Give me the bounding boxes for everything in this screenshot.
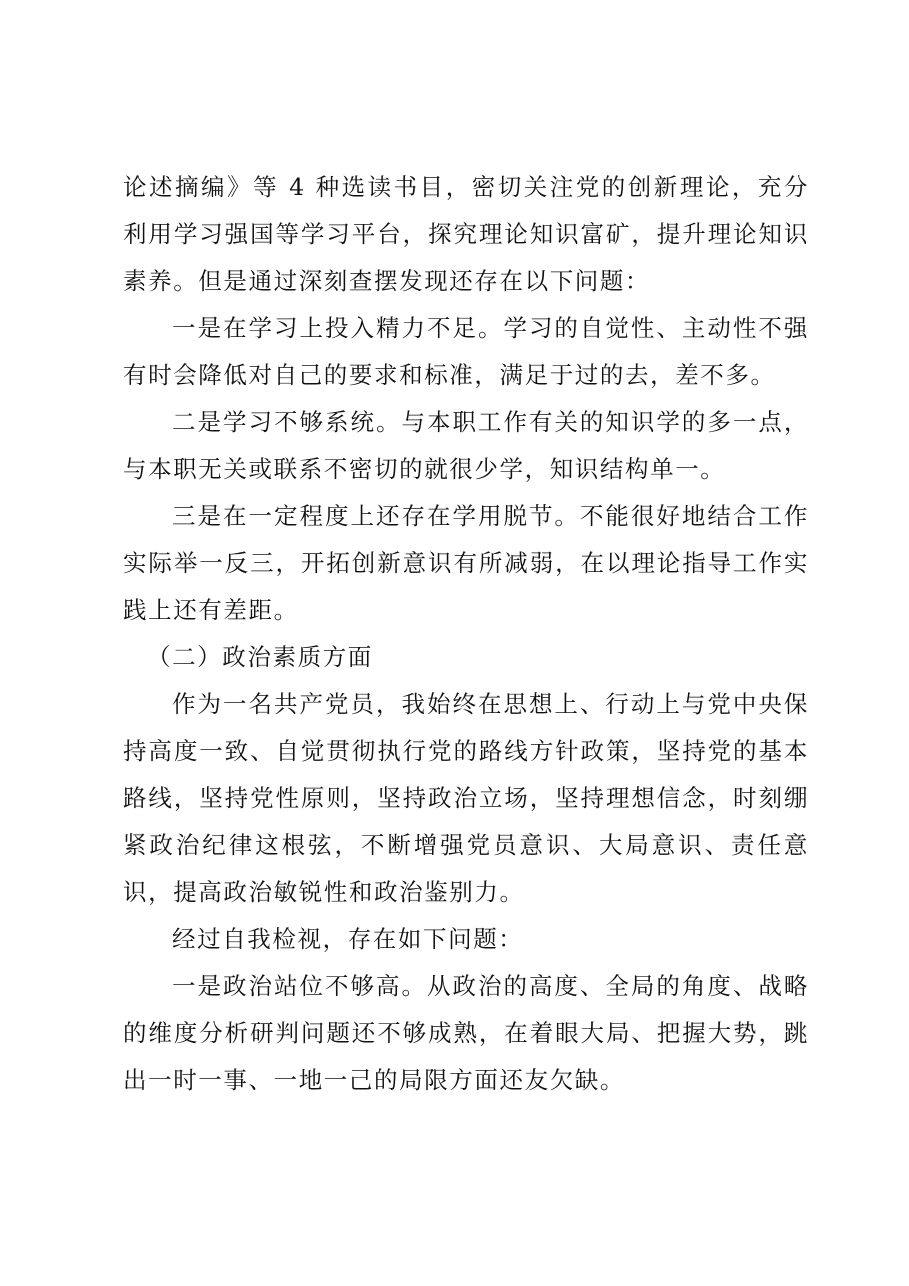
section-heading-political-quality: （二）政治素质方面 <box>147 643 373 671</box>
paragraph-self-review-lead: 经过自我检视，存在如下问题： <box>172 925 524 953</box>
paragraph-reading-summary: 论述摘编》等 4 种选读书目，密切关注党的创新理论，充分利用学习强国等学习平台，探究理论知识富矿，提升理论知识素养。但是通过深刻查摆发现还存在以下问题： <box>123 173 809 295</box>
paragraph-political-quality-intro: 作为一名共产党员，我始终在思想上、行动上与党中央保持高度一致、自觉贯彻执行党的路线方针政策，坚持党的基本路线，坚持党性原则，坚持政治立场，坚持理想信念，时刻绷紧政治纪律这根弦，不断增强党员意识、大局意识、责任意识，提高政治敏锐性和政治鉴别力。 <box>123 690 809 906</box>
document-body <box>123 164 809 1104</box>
paragraph-problem-one-study-effort: 一是在学习上投入精力不足。学习的自觉性、主动性不强有时会降低对自己的要求和标准，满足于过的去，差不多。 <box>123 314 809 389</box>
paragraph-political-problem-one: 一是政治站位不够高。从政治的高度、全局的角度、战略的维度分析研判问题还不够成熟，在着眼大局、把握大势，跳出一时一事、一地一己的局限方面还友欠缺。 <box>123 972 809 1094</box>
paragraph-problem-three-theory-practice: 三是在一定程度上还存在学用脱节。不能很好地结合工作实际举一反三，开拓创新意识有所减弱，在以理论指导工作实践上还有差距。 <box>123 502 809 624</box>
paragraph-problem-two-study-system: 二是学习不够系统。与本职工作有关的知识学的多一点，与本职无关或联系不密切的就很少学，知识结构单一。 <box>123 408 809 483</box>
